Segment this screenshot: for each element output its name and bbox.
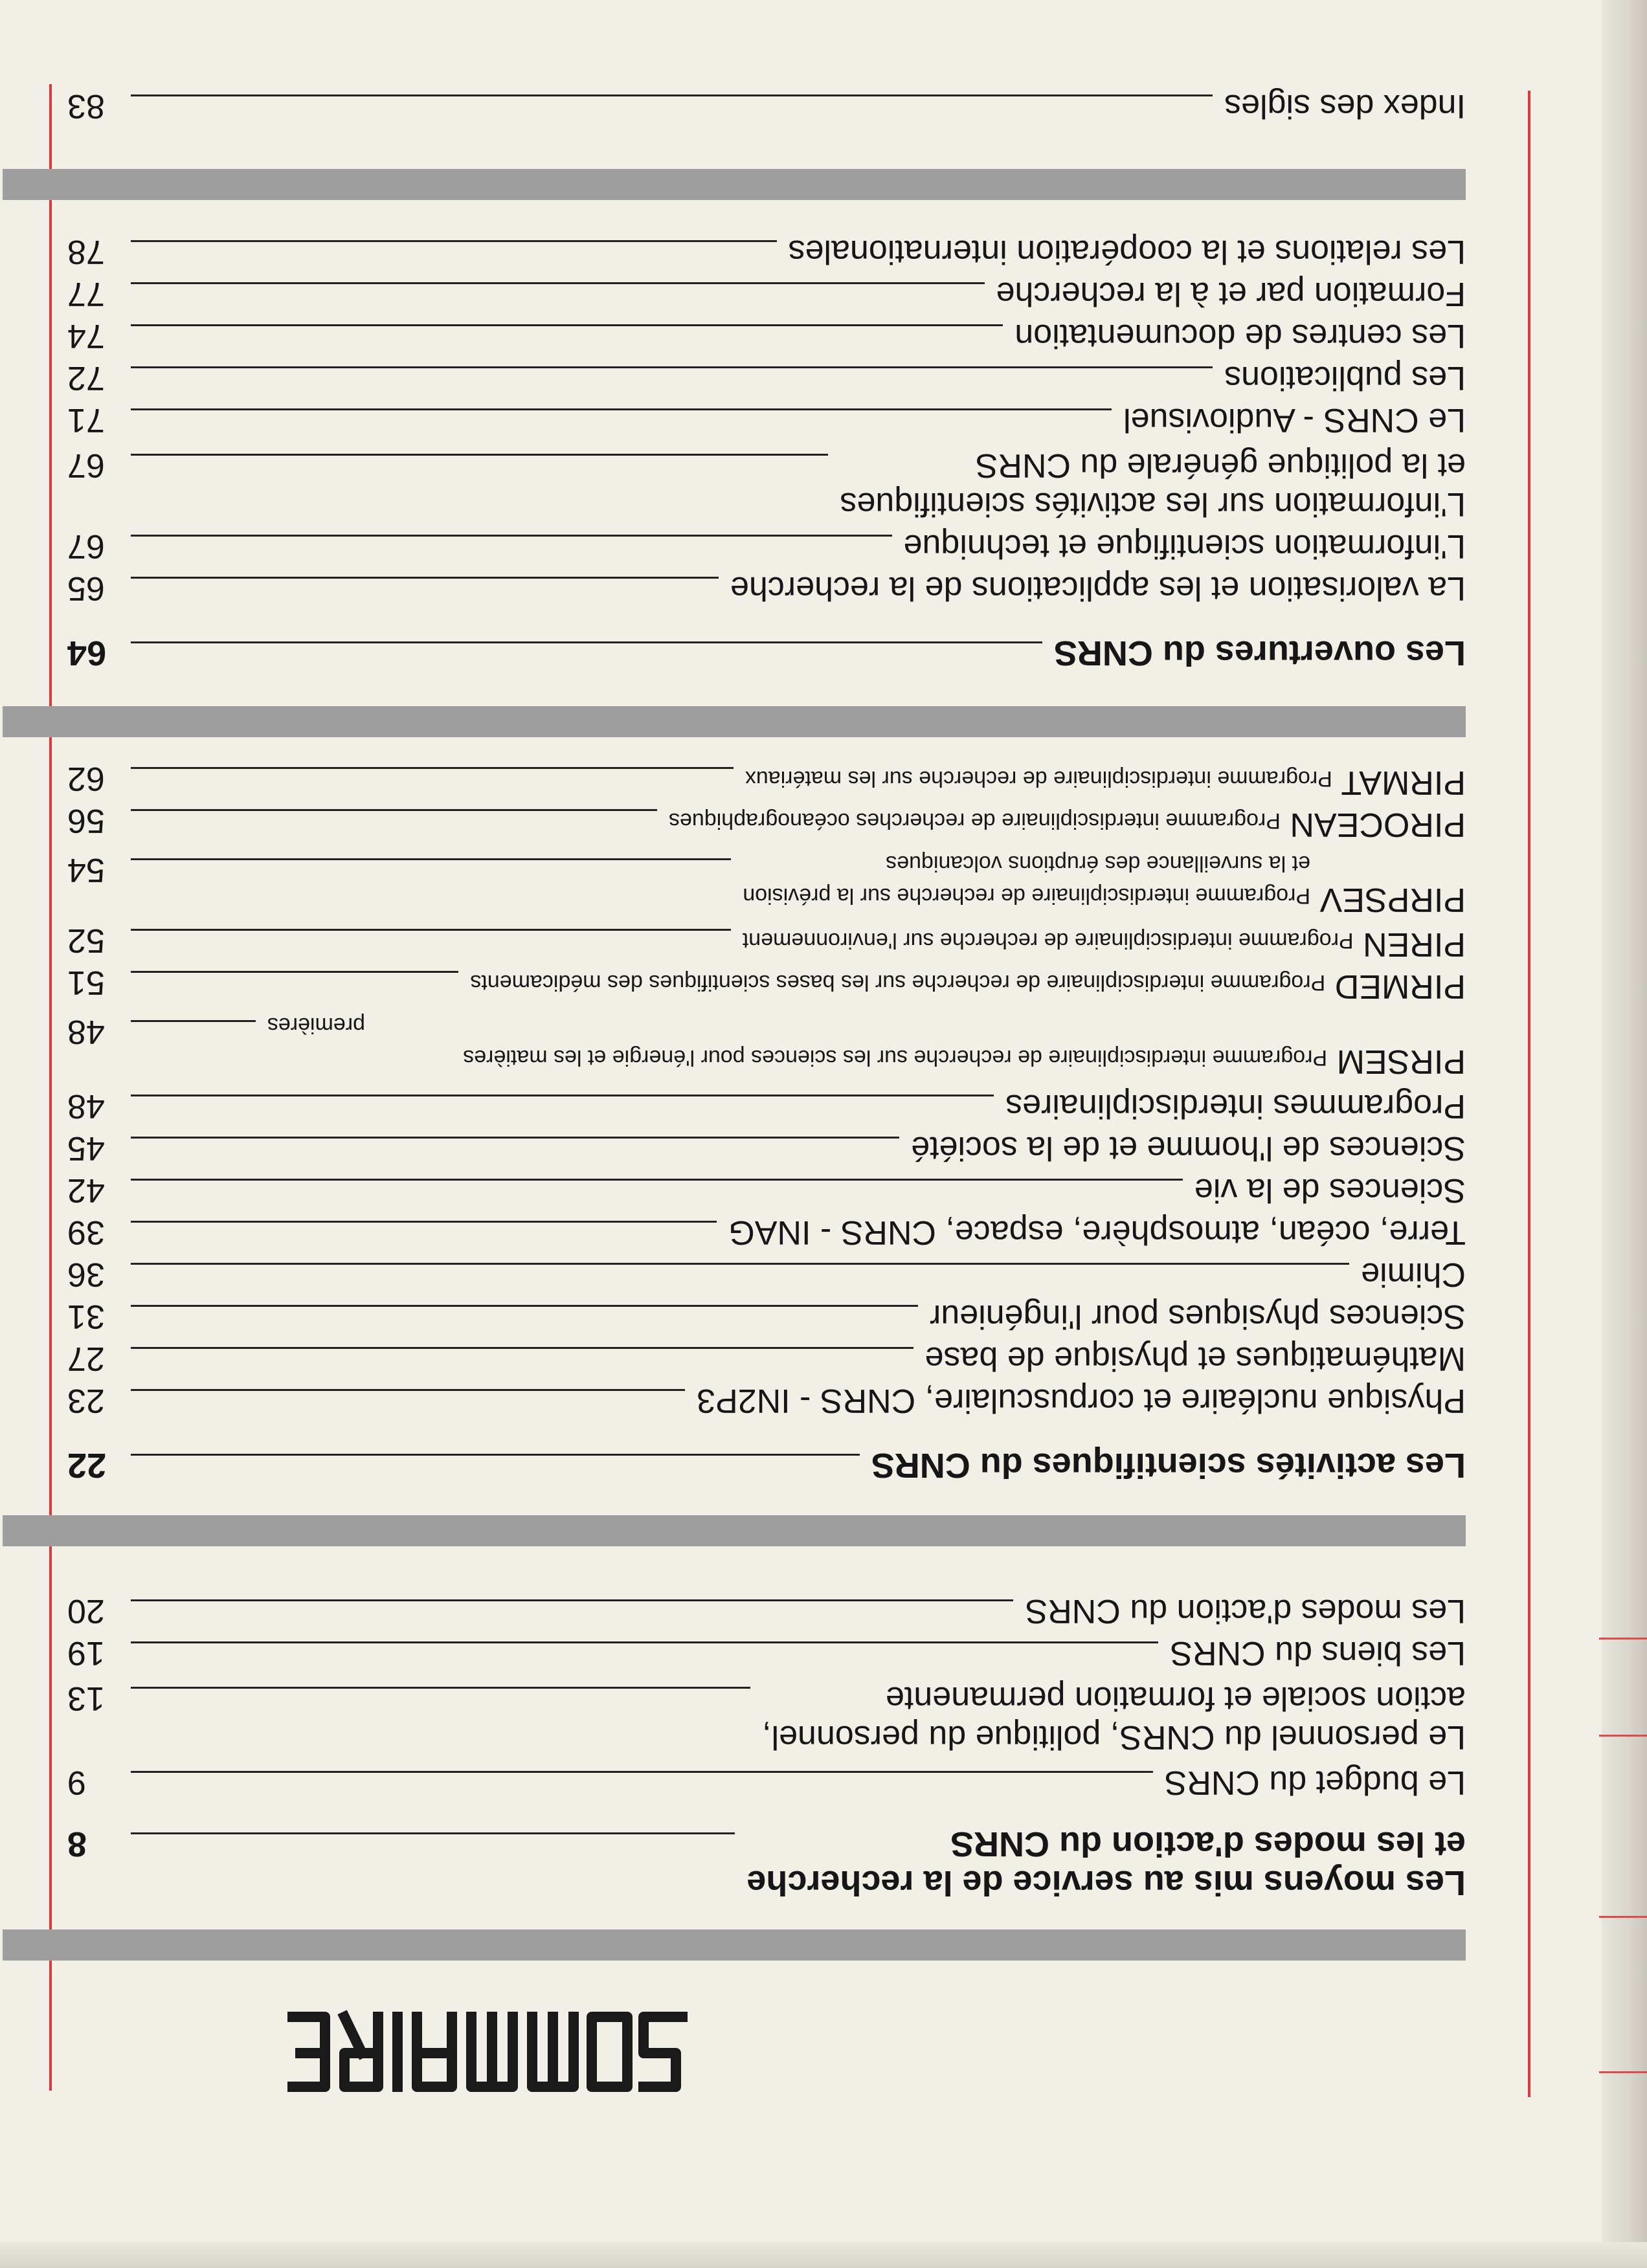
- toc-entry: [67, 1012, 1466, 1084]
- entry-label-line2: premières: [267, 1013, 365, 1038]
- entry-label: Programme interdisciplinaire de recherche sur les sciences pour l'énergie et les matières: [463, 1045, 1328, 1070]
- page-number: 31: [67, 1298, 105, 1335]
- page-number: 54: [67, 851, 105, 889]
- page-number: 78: [67, 233, 105, 271]
- toc-entry: [67, 850, 1466, 922]
- entry-label: Les centres de documentation: [1014, 317, 1466, 355]
- entry-label: Les publications: [1224, 359, 1466, 397]
- entry-label: Physique nucléaire et corpusculaire, CNRS - IN2P3: [697, 1382, 1466, 1419]
- page-number: 67: [67, 447, 105, 484]
- entry-acronym: PIRPSEV: [1319, 881, 1466, 918]
- leader-line: [131, 282, 985, 284]
- page-number: 67: [67, 528, 105, 565]
- page-number: 71: [67, 401, 105, 439]
- leader-line: [131, 240, 777, 242]
- toc-entry: [67, 1087, 1466, 1126]
- leader-line: [131, 1137, 899, 1139]
- entry-label: Le CNRS - Audiovisuel: [1123, 401, 1466, 439]
- page-number: 22: [67, 1446, 107, 1485]
- toc-entry: [67, 274, 1466, 313]
- toc-entry: [67, 1592, 1466, 1630]
- toc-entry: [67, 569, 1466, 608]
- entry-label: Sciences physiques pour l'ingénieur: [930, 1298, 1466, 1335]
- heading-text: Les activités scientifiques du CNRS: [871, 1446, 1466, 1485]
- page-number: 36: [67, 1256, 105, 1293]
- page-number: 20: [67, 1592, 105, 1630]
- page-number: 48: [67, 1087, 105, 1125]
- entry-label: Les relations et la coopération internationales: [788, 233, 1466, 271]
- toc-entry: [67, 1129, 1466, 1168]
- page-number: 72: [67, 359, 105, 397]
- entry-acronym: PIRMAT: [1341, 764, 1466, 801]
- section-band: [3, 706, 1466, 737]
- page-number: 77: [67, 275, 105, 313]
- page-number: 8: [67, 1825, 87, 1863]
- page-number: 48: [67, 1013, 105, 1051]
- entry-label: Le budget du CNRS: [1164, 1764, 1466, 1801]
- toc-entry: [67, 1339, 1466, 1378]
- heading-text: Les ouvertures du CNRS: [1053, 634, 1466, 673]
- section-band: [3, 1515, 1466, 1546]
- leader-line: [131, 1179, 1183, 1181]
- entry-label: Chimie: [1361, 1256, 1466, 1293]
- heading-text: Les moyens mis au service de la recherche: [746, 1863, 1466, 1902]
- toc-entry: [67, 1171, 1466, 1210]
- leader-line: [131, 1771, 1153, 1773]
- entry-label: Les biens du CNRS: [1170, 1634, 1466, 1672]
- entry-label: Sciences de la vie: [1194, 1172, 1466, 1209]
- toc-entry: [67, 401, 1466, 439]
- entry-label: Formation par et à la recherche: [996, 275, 1466, 313]
- entry-label: Programme interdisciplinaire de recherche sur les bases scientifiques des médicaments: [470, 970, 1326, 995]
- leader-line: [131, 535, 892, 537]
- section-band: [3, 169, 1466, 200]
- page-number: 23: [67, 1382, 105, 1419]
- entry-label: Programme interdisciplinaire de recherche sur les matériaux: [745, 766, 1332, 791]
- entry-label: La valorisation et les applications de la recherche: [730, 570, 1466, 607]
- page-number: 51: [67, 964, 105, 1001]
- page-number: 45: [67, 1129, 105, 1167]
- entry-label: Sciences de l'homme et de la société: [911, 1129, 1466, 1167]
- toc-entry: [67, 1297, 1466, 1336]
- leader-line: [131, 324, 1003, 326]
- entry-label: Programme interdisciplinaire de recherches océanographiques: [668, 808, 1281, 833]
- leader-line: [131, 1641, 1158, 1643]
- page-number: 62: [67, 760, 105, 797]
- leader-line: [131, 1020, 256, 1022]
- leader-line: [131, 408, 1112, 410]
- entry-label-line2: action sociale et formation permanente: [885, 1680, 1466, 1717]
- leader-line: [131, 454, 828, 456]
- entry-label: Index des sigles: [1224, 87, 1466, 125]
- entry-label: L'information sur les activités scientifiques: [840, 485, 1466, 523]
- entry-acronym: PIRMED: [1334, 968, 1466, 1005]
- entry-label: Programmes interdisciplinaires: [1005, 1087, 1466, 1125]
- page-number: 13: [67, 1680, 105, 1717]
- leader-line: [131, 1599, 1014, 1601]
- leader-line: [131, 1454, 860, 1456]
- page-number: 83: [67, 87, 105, 125]
- entry-label-line2: et la politique générale du CNRS: [975, 447, 1466, 484]
- toc-entry: [67, 527, 1466, 566]
- toc-entry: [67, 1763, 1466, 1802]
- title-text: [688, 2099, 689, 2100]
- entry-label: Programme interdisciplinaire de recherche sur la prévision: [743, 884, 1311, 908]
- leader-line: [131, 1095, 994, 1096]
- leader-line: [131, 1832, 735, 1834]
- leader-line: [131, 809, 657, 811]
- toc-entry: [67, 317, 1466, 355]
- leader-line: [131, 858, 731, 860]
- page-number: 65: [67, 570, 105, 607]
- section-band: [3, 1929, 1466, 1961]
- leader-line: [131, 1347, 913, 1349]
- toc-entry: [67, 1213, 1466, 1252]
- leader-line: [131, 1305, 918, 1307]
- toc-entry: [67, 87, 1466, 126]
- toc-entry: [67, 963, 1466, 1006]
- leader-line: [131, 1221, 717, 1223]
- toc-entry: [67, 759, 1466, 802]
- page-number: 52: [67, 922, 105, 959]
- page-number: 42: [67, 1172, 105, 1209]
- page-number: 19: [67, 1634, 105, 1672]
- page-number: 39: [67, 1214, 105, 1251]
- leader-line: [131, 1687, 750, 1689]
- leader-line: [131, 1389, 685, 1391]
- entry-label: Les modes d'action du CNRS: [1025, 1592, 1466, 1630]
- toc-entry: [67, 1634, 1466, 1673]
- toc-entry: [67, 446, 1466, 524]
- sommaire-logo: [274, 2003, 689, 2100]
- toc-heading: [67, 1825, 1466, 1909]
- toc-entry: [67, 1255, 1466, 1294]
- entry-label-line2: et la surveillance des éruptions volcaniques: [886, 851, 1310, 876]
- entry-label: L'information scientifique et technique: [903, 528, 1466, 565]
- toc-entry: [67, 232, 1466, 271]
- page-number: 56: [67, 802, 105, 839]
- page-number: 9: [67, 1764, 86, 1801]
- toc-heading: [67, 1446, 1466, 1485]
- page-title: [274, 2003, 689, 2100]
- entry-label: Programme interdisciplinaire de recherche sur l'environnement: [742, 928, 1354, 953]
- leader-line: [131, 366, 1213, 368]
- leader-line: [131, 1263, 1349, 1265]
- leader-line: [131, 94, 1213, 96]
- entry-label: Mathématiques et physique de base: [924, 1340, 1466, 1377]
- toc-entry: [67, 1679, 1466, 1757]
- toc-entry: [67, 921, 1466, 964]
- leader-line: [131, 641, 1042, 643]
- leader-line: [131, 971, 458, 973]
- toc-entry: [67, 1381, 1466, 1420]
- leader-line: [131, 929, 731, 931]
- page-number: 64: [67, 634, 107, 673]
- entry-acronym: PIRSEM: [1336, 1043, 1466, 1080]
- heading-text-line2: et les modes d'action du CNRS: [950, 1825, 1466, 1863]
- page-number: 27: [67, 1340, 105, 1377]
- leader-line: [131, 577, 719, 579]
- entry-label: Le personnel du CNRS, politique du personnel,: [762, 1718, 1466, 1756]
- toc-heading: [67, 634, 1466, 673]
- page-number: 74: [67, 317, 105, 355]
- toc-entry: [67, 801, 1466, 844]
- entry-acronym: PIROCEAN: [1290, 806, 1466, 843]
- toc-entry: [67, 359, 1466, 397]
- leader-line: [131, 767, 734, 769]
- entry-label: Terre, océan, atmosphère, espace, CNRS - INAG: [728, 1214, 1466, 1251]
- entry-acronym: PIREN: [1363, 926, 1466, 963]
